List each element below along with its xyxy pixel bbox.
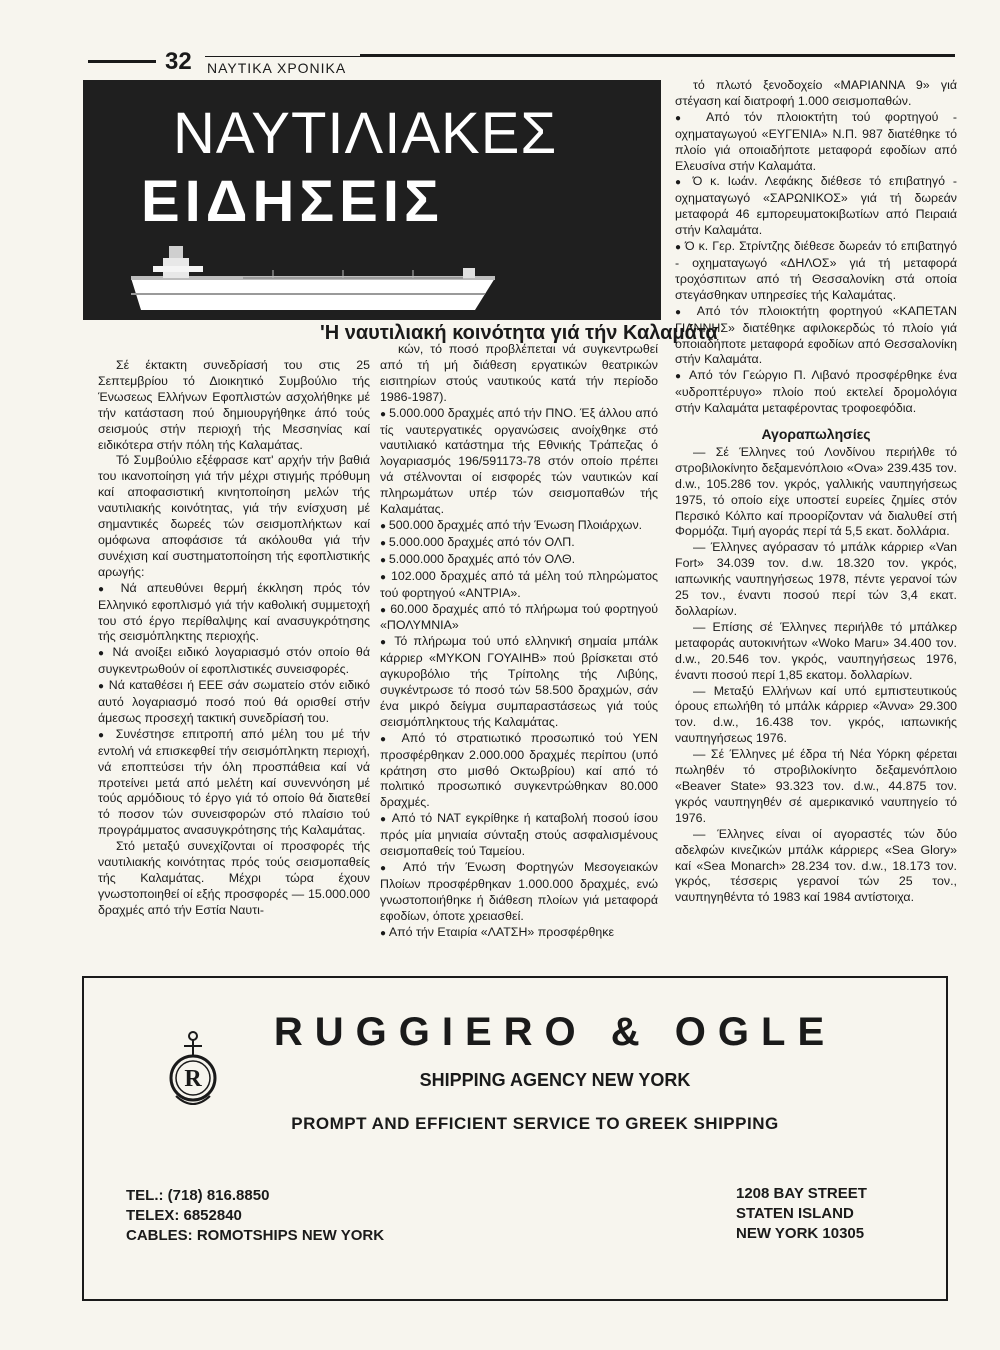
article-paragraph: Τό Συμβούλιο εξέφρασε κατ' αρχήν τήν βαθιά του ικανοποίηση γιά τήν μέχρι στιγμής πρόθυμη καί αποφασιστική κινητοποίηση μελών τής ναυτιλιακής κοινότητας, γιά τήν ενίσχυση μέ σημαντικές δωρεές τών σεισμοπλήκτων καί ομόφωνα αποφάσισε τά ακόλουθα γιά τήν συνέχιση καί συστηματοποίηση τής εφοπλιστικής αρωγής: [98, 453, 370, 579]
article-paragraph: ● Από τήν Ένωση Φορτηγών Μεσογειακών Πλοίων προσφέρθηκαν 1.000.000 δραχμές, ενώ γνωστοποιήθηκε ή διάθεση πλοίων γιά μεταφορά εφοδίων, όποτε χρειασθεί. [380, 860, 658, 925]
sales-paragraph: — Σέ Έλληνες μέ έδρα τή Νέα Υόρκη φέρεται πωληθέν τό στροβιλοκίνητο δεξαμενόπλοιο «Beaver State» 93.323 τον. d.w., 44.875 τον. γκρός ναυπηγηθέν σέ αμερικανικό ναυπηγείο τό 1976. [675, 747, 957, 825]
article-paragraph: ● 5.000.000 δραχμές από τήν ΠΝΟ. Έξ άλλου από τίς ναυτεργατικές οργανώσεις ανοίχθηκε στό ναυτιλιακό κατάστημα τής Εθνικής Τράπεζας ό λογαριασμός 196/591173-78 στόν οποίο πρέπει νά στέλνονται οί εισφορές τών ναυτικών καί πληρωμάτων υπέρ τών σεισμοπαθών τής Καλαμάτας. [380, 406, 658, 518]
page-number: 32 [165, 48, 192, 75]
ad-telephone: TEL.: (718) 816.8850 [126, 1187, 270, 1204]
article-title: 'Η ναυτιλιακή κοινότητα γιά τήν Καλαμάτα [320, 322, 718, 344]
ship-illustration [123, 240, 543, 316]
ad-address-line-1: 1208 BAY STREET [736, 1185, 867, 1202]
article-column-3 [675, 78, 957, 906]
article-paragraph: ● 5.000.000 δραχμές από τόν ΟΛΠ. [380, 535, 658, 552]
article-paragraph: ● Τό πλήρωμα τού υπό ελληνική σημαία μπάλκ κάρριερ «ΜΥΚΟΝ ΓΟΥΑΙΗΒ» πού βρίσκεται στό αγκυροβόλιο τής Τρίπολης τής Λιβύης, συγκέντρωσε τό ποσό τών 58.500 δραχμών, σάν ένα μικρό δείγμα συμπαραστάσεως γιά τούς σεισμόπληκτους τής Καλαμάτας. [380, 634, 658, 730]
article-paragraph: ● Από τό ΝΑΤ εγκρίθηκε ή καταβολή ποσού ίσου πρός μία μηνιαία σύνταξη στούς ασφαλισμένους σεισμοπαθείς τού Ταμείου. [380, 811, 658, 860]
article-paragraph: ● Από τόν πλοιοκτήτη φορτηγού «ΚΑΠΕΤΑΝ ΓΙΑΝΝΗΣ» διατέθηκε αφιλοκερδώς τό πλοίο γιά οποιαδήποτε μεταφορά εφοδίων από Θεσσαλονίκη στήν Καλαμάτα. [675, 304, 957, 369]
article-paragraph: ● Νά καταθέσει ή ΕΕΕ σάν σωματείο στόν ειδικό αυτό λογαριασμό ποσό πού θά ορισθεί στήν άμεσως προσεχή τακτική συνεδρίασή του. [98, 678, 370, 727]
column-3-sales [675, 445, 957, 906]
sales-paragraph: — Μεταξύ Ελλήνων καί υπό εμπιστευτικούς όρους επωλήθη τό μπάλκ κάρριερ «Άννα» 29.300 τον. d.w., 16.438 τον. γκρός, ιαπωνικής ναυπηγήσεως 1976. [675, 683, 957, 746]
sales-paragraph: — Σέ Έλληνες τού Λονδίνου περιήλθε τό στροβιλοκίνητο δεξαμενόπλοιο «Ova» 239.435 τον. d.w., 105.286 τον. γκρός, γαλλικής ναυπηγήσεως 1975, τό οποίο είχε υποστεί ευρείες ζημίες στόν Περσικό Κόλπο καί προορίζονταν νά διαλυθεί στή Φορμόζα. Τιμή αγοράς περί τά 5,5 εκατ. δολλάρια. [675, 444, 957, 539]
banner-title-line-2: ΕΙΔΗΣΕΙΣ [141, 169, 444, 234]
article-paragraph: ● Ό κ. Ιωάν. Λεφάκης διέθεσε τό επιβατηγό - οχηματαγωγό «ΣΑΡΩΝΙΚΟΣ» γιά τή δωρεάν μεταφορά 46 εμπορευματοκιβωτίων από Πειραιά στήν Καλαμάτα. [675, 174, 957, 239]
article-paragraph: ● Ό κ. Γερ. Στρίντζης διέθεσε δωρεάν τό επιβατηγό - οχηματαγωγό «ΔΗΛΟΣ» γιά τή μεταφορά τροχόσπιτων από τή Θεσσαλονίκη στά οποία στεγάσθηκαν υπηρεσίες τής Καλαμάτας. [675, 239, 957, 304]
article-paragraph: ● Νά απευθύνει θερμή έκκληση πρός τόν Ελληνικό εφοπλισμό γιά τήν καθολική συμμετοχή του στό έργο περίθαλψης καί ανασυγκρότησης τής σεισμόπληκτης περιοχής. [98, 581, 370, 646]
sales-paragraph: — Έλληνες είναι οί αγοραστές τών δύο αδελφών κινεζικών μπάλκ κάρριερς «Sea Glory» καί «Sea Monarch» 28.234 τον. d.w., 18.173 τον. γκρός, τέσσερις γερανοί τών 25 τον., ναυπηγηθέντα τό 1983 καί 1984 αντίστοιχα. [675, 826, 957, 905]
ad-company-name: RUGGIERO & OGLE [273, 1010, 837, 1054]
logo-letter: R [184, 1066, 202, 1092]
article-paragraph: Στό μεταξύ συνεχίζονται οί προσφορές τής ναυτιλιακής κοινότητας πρός τούς σεισμοπαθείς τής Καλαμάτας. Μέχρι τώρα έχουν γνωστοποιηθεί οί εξής προσφορές — 15.000.000 δραχμές από τήν Εστία Ναυτι- [98, 839, 370, 917]
article-paragraph: Σέ έκτακτη συνεδρίασή του στις 25 Σεπτεμβρίου τό Διοικητικό Συμβούλιο τής Ένωσεως Ελλήνων Εφοπλιστών ασχολήθηκε μέ τήν κατάσταση πού δημιουργήθηκε άπό τούς σεισμούς στήν περιοχή τής Μεσσηνίας καί ειδικότερα στήν πόλη τής Καλαμάτας. [98, 358, 370, 452]
article-column-1 [98, 358, 370, 919]
article-paragraph: κών, τό ποσό προβλέπεται νά συγκεντρωθεί από τή μή διάθεση εργατικών θεατρικών εισιτηρίων στούς ναυτικούς κατά τήν περίοδο 1986-1987). [380, 342, 658, 404]
ad-telex: TELEX: 6852840 [126, 1207, 242, 1224]
article-paragraph: ● Συνέστησε επιτροπή από μέλη του μέ τήν εντολή νά επισκεφθεί τήν σεισμόπληκτη περιοχή, νά εποπτεύσει τήν όλη προσπάθεια καί νά προτείνει μετά από μελέτη καί συνεννόηση μέ τούς αρμόδιους τό έργο γιά τό οποίο θά διατεθεί τό ποσον τών συνεισφορών στό πλαίσιο τού προγράμματος ανασυγκρότησης τής Καλαμάτας. [98, 727, 370, 839]
magazine-name: ΝΑΥΤΙΚΑ ΧΡΟΝΙΚΑ [207, 60, 347, 76]
article-paragraph: ● Νά ανοίξει ειδικό λογαριασμό στόν οποίο θά συγκεντρωθούν οί εφοπλιστικές συνεισφορές. [98, 645, 370, 678]
article-paragraph: ● Από τό στρατιωτικό προσωπικό τού ΥΕΝ προσφέρθηκαν 2.000.000 δραχμές περίπου (υπό κράτηση στο μισθό Οκτωβρίου) καί από τό πολιτικό προσωπικό συγκεντρώθηκαν 80.000 δραχμές. [380, 731, 658, 812]
sales-paragraph: — Επίσης σέ Έλληνες περιήλθε τό μπάλκερ μεταφοράς αυτοκινήτων «Woko Maru» 34.400 τον. d.w., 20.546 τον. γκρός, ναυπηγήσεως 1976, έναντι ποσού περί 1,85 εκατομ. δολλαρίων. [675, 619, 957, 682]
header-rule-left [88, 60, 156, 63]
article-paragraph: ● 60.000 δραχμές από τό πλήρωμα τού φορτηγού «ΠΟΛΥΜΝΙΑ» [380, 602, 658, 635]
article-paragraph: ● Από τόν πλοιοκτήτη τού φορτηγού - οχηματαγωγού «ΕΥΓΕΝΙΑ» Ν.Π. 987 διατέθηκε τό πλοίο γιά οποιαδήποτε μεταφορά εφοδίων από Ελευσίνα στήν Καλαμάτα. [675, 110, 957, 175]
ad-address [736, 1184, 867, 1244]
article-paragraph: ● 500.000 δραχμές από τήν Ένωση Πλοιάρχων. [380, 518, 658, 535]
ad-tagline-1: SHIPPING AGENCY NEW YORK [419, 1070, 691, 1090]
sales-paragraph: — Έλληνες αγόρασαν τό μπάλκ κάρριερ «Van Fort» 34.039 τον. d.w. 18.320 τον. γκρός, ιαπωνικής ναυπηγήσεως 1978, πέντε γερανοί τών 25 τον., έναντι ποσού περί τών 3,4 εκατ. δολλαρίων. [675, 540, 957, 618]
advertisement-box [82, 976, 948, 1301]
banner-title-line-1: ΝΑΥΤΙΛΙΑΚΕΣ [173, 101, 558, 166]
header-rule-right-2 [205, 56, 955, 57]
article-paragraph: ● 5.000.000 δραχμές από τόν ΟΛΘ. [380, 552, 658, 569]
section-banner [83, 80, 661, 320]
ad-address-line-2: STATEN ISLAND [736, 1205, 854, 1222]
article-paragraph: ● Από τόν Γεώργιο Π. Λιβανό προσφέρθηκε ένα «υδροπτέρυγο» πλοίο πού εκτελεί δρομολόγια στήν Καλαμάτα μεταφέροντας τροφοεφόδια. [675, 368, 957, 417]
article-paragraph: ● 102.000 δραχμές από τά μέλη τού πληρώματος τού φορτηγού «ΑΝΤΡΙΑ». [380, 569, 658, 602]
section-heading-sales: Αγοραπωλησίες [761, 426, 871, 443]
ad-tagline-2: PROMPT AND EFFICIENT SERVICE TO GREEK SHIPPING [291, 1114, 779, 1133]
ad-cables: CABLES: ROMOTSHIPS NEW YORK [126, 1227, 385, 1244]
ad-contact-details [126, 1186, 384, 1246]
article-paragraph: τό πλωτό ξενοδοχείο «ΜΑΡΙΑΝΝΑ 9» γιά στέγαση καί διατροφή 1.000 σεισμοπαθών. [675, 78, 957, 108]
article-column-2 [380, 342, 658, 942]
ad-address-line-3: NEW YORK 10305 [736, 1225, 865, 1242]
column-3-donations [675, 78, 957, 417]
article-paragraph: ● Από τήν Εταιρία «ΛΑΤΣΗ» προσφέρθηκε [380, 925, 658, 942]
